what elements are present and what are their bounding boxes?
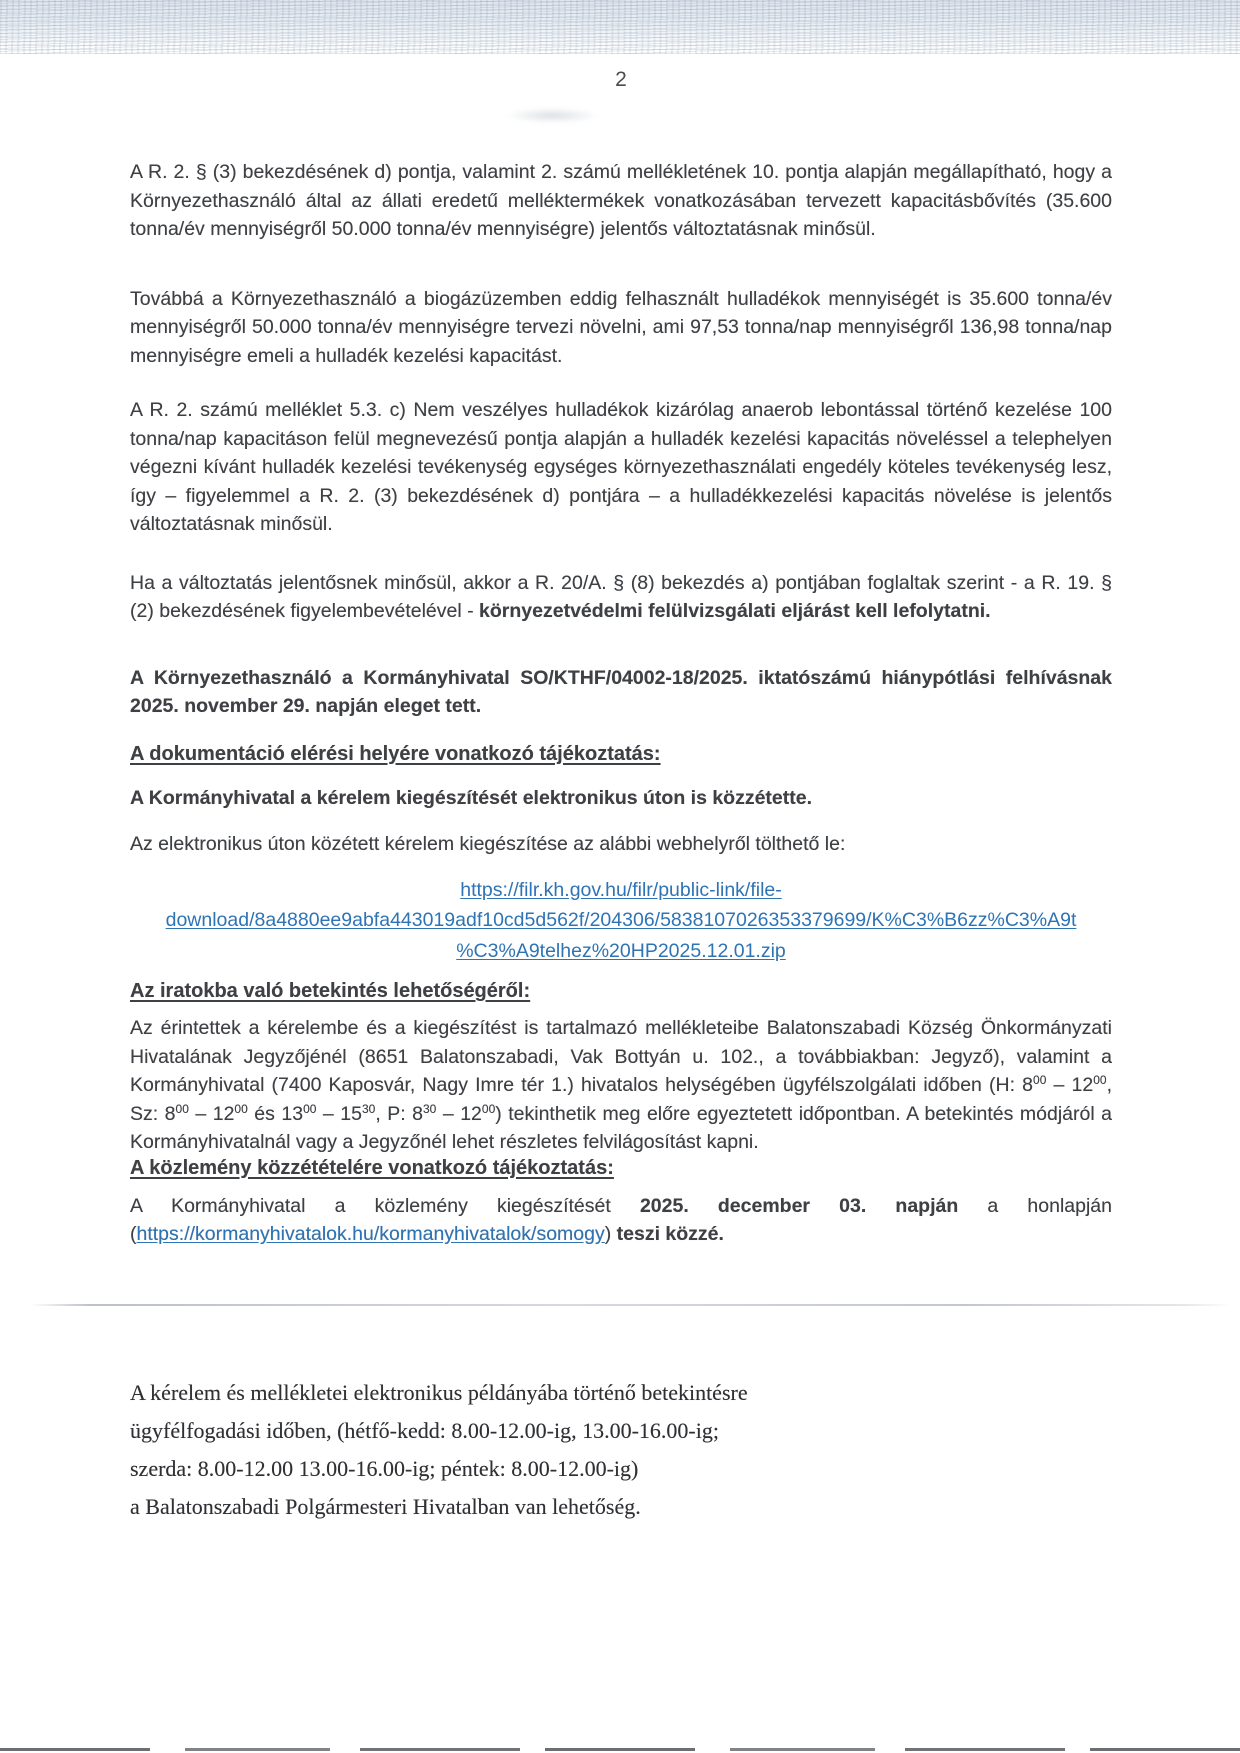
paragraph-download-intro: Az elektronikus úton közétett kérelem kiegészítése az alábbi webhelyről tölthető le: [130,833,846,855]
text-segment: Ha a változtatás jelentősnek minősül, akkor a R. 20/A. § (8) bekezdés a) pontjában foglaltak szerint - a R. 19. § (2) bekezdésének figyelembevételével - [130,571,1112,622]
text-segment: és 13 [247,1102,304,1125]
download-link[interactable] [130,875,1112,967]
superscript-time: 00 [234,1101,248,1116]
text-segment: , P: 8 [375,1102,423,1125]
text-segment: ) [604,1223,617,1245]
text-segment: 2025. december 03. napján [639,1194,959,1217]
divider-line [30,1304,1232,1306]
text-segment: – 15 [316,1102,362,1125]
text-segment: – 12 [188,1102,235,1125]
paragraph-environmental-review [130,569,1112,626]
document-page [0,68,1240,1526]
superscript-time: 00 [1033,1073,1047,1087]
superscript-time: 00 [481,1101,496,1116]
text-segment: a honlapján ( [130,1194,1112,1245]
footer-line-3: szerda: 8.00-12.00 13.00-16.00-ig; péntek: 8.00-12.00-ig) [130,1455,639,1481]
text-segment: környezetvédelmi felülvizsgálati eljárást kell lefolytatni. [479,600,991,622]
text-segment: – 12 [436,1102,482,1125]
scan-bottom-edge [0,1748,1240,1751]
text-segment: ) tekinthetik meg előre egyeztetett időpontban. A betekintés módjáról a Kormányhivatalnál vagy a Jegyzőnél lehet részletes felvilágosítást kapni. [130,1102,1113,1153]
download-link-line-2[interactable]: download/8a4880ee9abfa443019adf10cd5d562f/204306/5838107026353379699/K%C3%B6zz%C3%A9t [165,909,1077,931]
scan-noise-band [0,0,1240,54]
paragraph-electronic-publication: A Kormányhivatal a kérelem kiegészítését elektronikus úton is közzétette. [130,786,813,809]
footer-line-2: ügyfélfogadási időben, (hétfő-kedd: 8.00-12.00-ig, 13.00-16.00-ig; [130,1417,719,1443]
text-segment: Az érintettek a kérelembe és a kiegészítést is tartalmazó mellékleteibe Balatonszabadi Község Önkormányzati Hivatalának Jegyzőjénél (8651 Balatonszabadi, Vak Bottyán u. 102., a továbbiakban: Jegyző), valamint a Kormányhivatal (7400 Kaposvár, Nagy Imre tér 1.) hivatalos helységében ügyfélszolgálati időben (H: 8 [130,1017,1112,1096]
download-link-block [130,875,1112,967]
footer-line-4: a Balatonszabadi Polgármesteri Hivatalban van lehetőség. [130,1493,641,1519]
paragraph-announcement-date [130,1192,1112,1249]
somogy-link[interactable]: https://kormanyhivatalok.hu/kormanyhivatalok/somogy [136,1223,605,1245]
text-segment: – 12 [1046,1074,1094,1096]
text-segment: teszi közzé. [616,1223,724,1245]
page-number: 2 [615,68,627,91]
download-link-line-1[interactable]: https://filr.kh.gov.hu/filr/public-link/file- [460,878,782,901]
text-segment: A Kormányhivatal a közlemény kiegészítését [130,1194,640,1217]
footer-line-1: A kérelem és mellékletei elektronikus példányába történő betekintésre [130,1379,748,1405]
paragraph-supplement-filed: A Környezethasználó a Kormányhivatal SO/KTHF/04002-18/2025. iktatószámú hiánypótlási felhívásnak 2025. november 29. napján eleget tett. [130,666,1112,717]
superscript-time: 00 [1093,1073,1107,1087]
superscript-time: 00 [175,1101,189,1116]
heading-file-inspection: Az iratokba való betekintés lehetőségéről: [130,980,531,1002]
superscript-time: 30 [423,1101,437,1116]
footer-inspection-hours [130,1374,1112,1526]
paragraph-annex-5-3: A R. 2. számú melléklet 5.3. c) Nem veszélyes hulladékok kizárólag anaerob lebontással történő kezelése 100 tonna/nap kapacitáson felül megnevezésű pontja alapján a hulladék kezelési kapacitás növeléssel a telephelyen végezni kívánt hulladék kezelési tevékenység egységes környezethasználati engedély köteles tevékenység lesz, így – figyelemmel a R. 2. (3) bekezdésének d) pontjára – a hulladékkezelési kapacitás növelése is jelentős változtatásnak minősül. [130,399,1112,535]
heading-announcement-publication: A közlemény közzétételére vonatkozó tájékoztatás: [130,1156,614,1179]
heading-documentation-access: A dokumentáció elérési helyére vonatkozó tájékoztatás: [130,742,661,765]
superscript-time: 00 [303,1101,317,1116]
download-link-line-3[interactable]: %C3%A9telhez%20HP2025.12.01.zip [456,939,786,962]
paragraph-biogas-plant: Továbbá a Környezethasználó a biogázüzemben eddig felhasznált hulladékok mennyiségét is 35.600 tonna/év mennyiségről 50.000 tonna/év mennyiségre tervezi növelni, ami 97,53 tonna/nap mennyiségről 136,98 tonna/nap mennyiségre emeli a hulladék kezelési kapacitást. [130,287,1112,367]
paragraph-capacity-expansion: A R. 2. § (3) bekezdésének d) pontja, valamint 2. számú mellékletének 10. pontja alapján megállapítható, hogy a Környezethasználó által az állati eredetű melléktermékek vonatkozásában tervezett kapacitásbővítés (35.600 tonna/év mennyiségről 50.000 tonna/év mennyiségre) jelentős változtatásnak minősül. [130,161,1112,240]
text-segment: , Sz: 8 [130,1074,1112,1125]
scan-smudge [505,108,600,123]
paragraph-inspection-details [130,1014,1112,1157]
superscript-time: 30 [361,1101,376,1116]
